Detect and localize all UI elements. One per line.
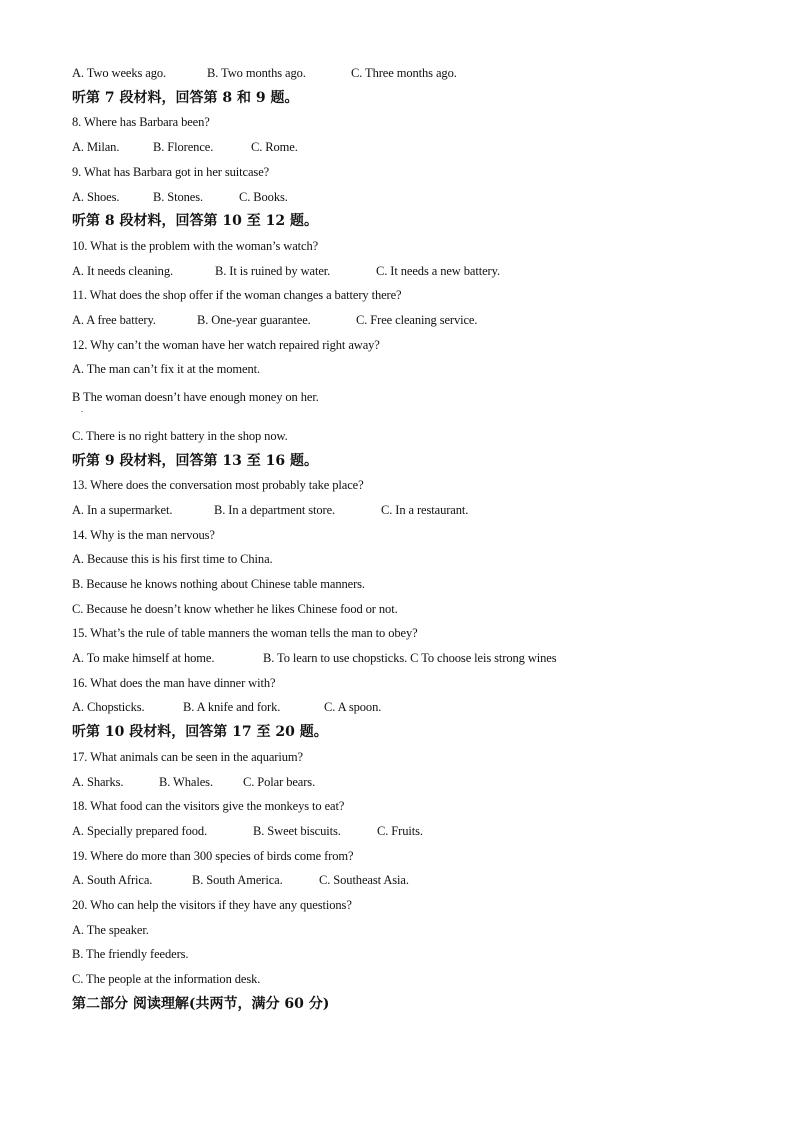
- section-header-7: 听第 7 段材料，回答第 8 和 9 题。: [72, 90, 299, 106]
- q8-option-b: B. Florence.: [153, 140, 214, 154]
- q17-option-c: C. Polar bears.: [243, 775, 316, 789]
- q12-option-b: B The woman doesn’t have enough money on her.: [72, 390, 319, 404]
- q13-option-c: C. In a restaurant.: [381, 503, 469, 517]
- part-two-header: 第二部分 阅读理解(共两节，满分 60 分): [72, 996, 330, 1012]
- question-18: 18. What food can the visitors give the monkeys to eat?: [72, 799, 345, 813]
- q19-option-c: C. Southeast Asia.: [319, 873, 409, 887]
- q12-option-a: A. The man can’t fix it at the moment.: [72, 362, 261, 376]
- section-header-8: 听第 8 段材料，回答第 10 至 12 题。: [72, 213, 318, 229]
- q16-option-a: A. Chopsticks.: [72, 700, 145, 714]
- section-header-10: 听第 10 段材料，回答第 17 至 20 题。: [72, 724, 328, 740]
- question-16: 16. What does the man have dinner with?: [72, 676, 276, 690]
- q10-option-a: A. It needs cleaning.: [72, 264, 173, 278]
- q13-option-a: A. In a supermarket.: [72, 503, 173, 517]
- q19-option-b: B. South America.: [192, 873, 283, 887]
- question-20: 20. Who can help the visitors if they have any questions?: [72, 898, 352, 912]
- q14-option-a: A. Because this is his first time to China.: [72, 552, 273, 566]
- q18-option-b: B. Sweet biscuits.: [253, 824, 341, 838]
- q11-option-c: C. Free cleaning service.: [356, 313, 478, 327]
- q7-option-c: C. Three months ago.: [351, 66, 457, 80]
- question-8: 8. Where has Barbara been?: [72, 115, 210, 129]
- q17-option-a: A. Sharks.: [72, 775, 124, 789]
- q7-option-b: B. Two months ago.: [207, 66, 306, 80]
- question-19: 19. Where do more than 300 species of birds come from?: [72, 849, 354, 863]
- q19-option-a: A. South Africa.: [72, 873, 153, 887]
- q12-option-c: C. There is no right battery in the shop now.: [72, 429, 288, 443]
- section-header-9: 听第 9 段材料，回答第 13 至 16 题。: [72, 453, 318, 469]
- q9-option-b: B. Stones.: [153, 190, 204, 204]
- q17-option-b: B. Whales.: [159, 775, 213, 789]
- stray-mark: .: [81, 405, 83, 414]
- q7-option-a: A. Two weeks ago.: [72, 66, 167, 80]
- question-9: 9. What has Barbara got in her suitcase?: [72, 165, 270, 179]
- q14-option-b: B. Because he knows nothing about Chinese table manners.: [72, 577, 365, 591]
- q10-option-c: C. It needs a new battery.: [376, 264, 500, 278]
- q15-option-b-c: B. To learn to use chopsticks. C To choose leis strong wines: [263, 651, 557, 665]
- question-14: 14. Why is the man nervous?: [72, 528, 215, 542]
- q20-option-c: C. The people at the information desk.: [72, 972, 261, 986]
- q8-option-c: C. Rome.: [251, 140, 298, 154]
- q9-option-a: A. Shoes.: [72, 190, 120, 204]
- question-12: 12. Why can’t the woman have her watch repaired right away?: [72, 338, 380, 352]
- question-13: 13. Where does the conversation most probably take place?: [72, 478, 364, 492]
- q13-option-b: B. In a department store.: [214, 503, 336, 517]
- q14-option-c: C. Because he doesn’t know whether he likes Chinese food or not.: [72, 602, 398, 616]
- question-15: 15. What’s the rule of table manners the woman tells the man to obey?: [72, 626, 418, 640]
- q16-option-b: B. A knife and fork.: [183, 700, 281, 714]
- q18-option-a: A. Specially prepared food.: [72, 824, 208, 838]
- q9-option-c: C. Books.: [239, 190, 288, 204]
- q11-option-a: A. A free battery.: [72, 313, 156, 327]
- q11-option-b: B. One-year guarantee.: [197, 313, 311, 327]
- q18-option-c: C. Fruits.: [377, 824, 423, 838]
- q15-option-a: A. To make himself at home.: [72, 651, 215, 665]
- q20-option-a: A. The speaker.: [72, 923, 149, 937]
- q10-option-b: B. It is ruined by water.: [215, 264, 331, 278]
- q8-option-a: A. Milan.: [72, 140, 120, 154]
- question-11: 11. What does the shop offer if the woman changes a battery there?: [72, 288, 402, 302]
- question-17: 17. What animals can be seen in the aquarium?: [72, 750, 303, 764]
- q16-option-c: C. A spoon.: [324, 700, 382, 714]
- question-10: 10. What is the problem with the woman’s watch?: [72, 239, 319, 253]
- q20-option-b: B. The friendly feeders.: [72, 947, 189, 961]
